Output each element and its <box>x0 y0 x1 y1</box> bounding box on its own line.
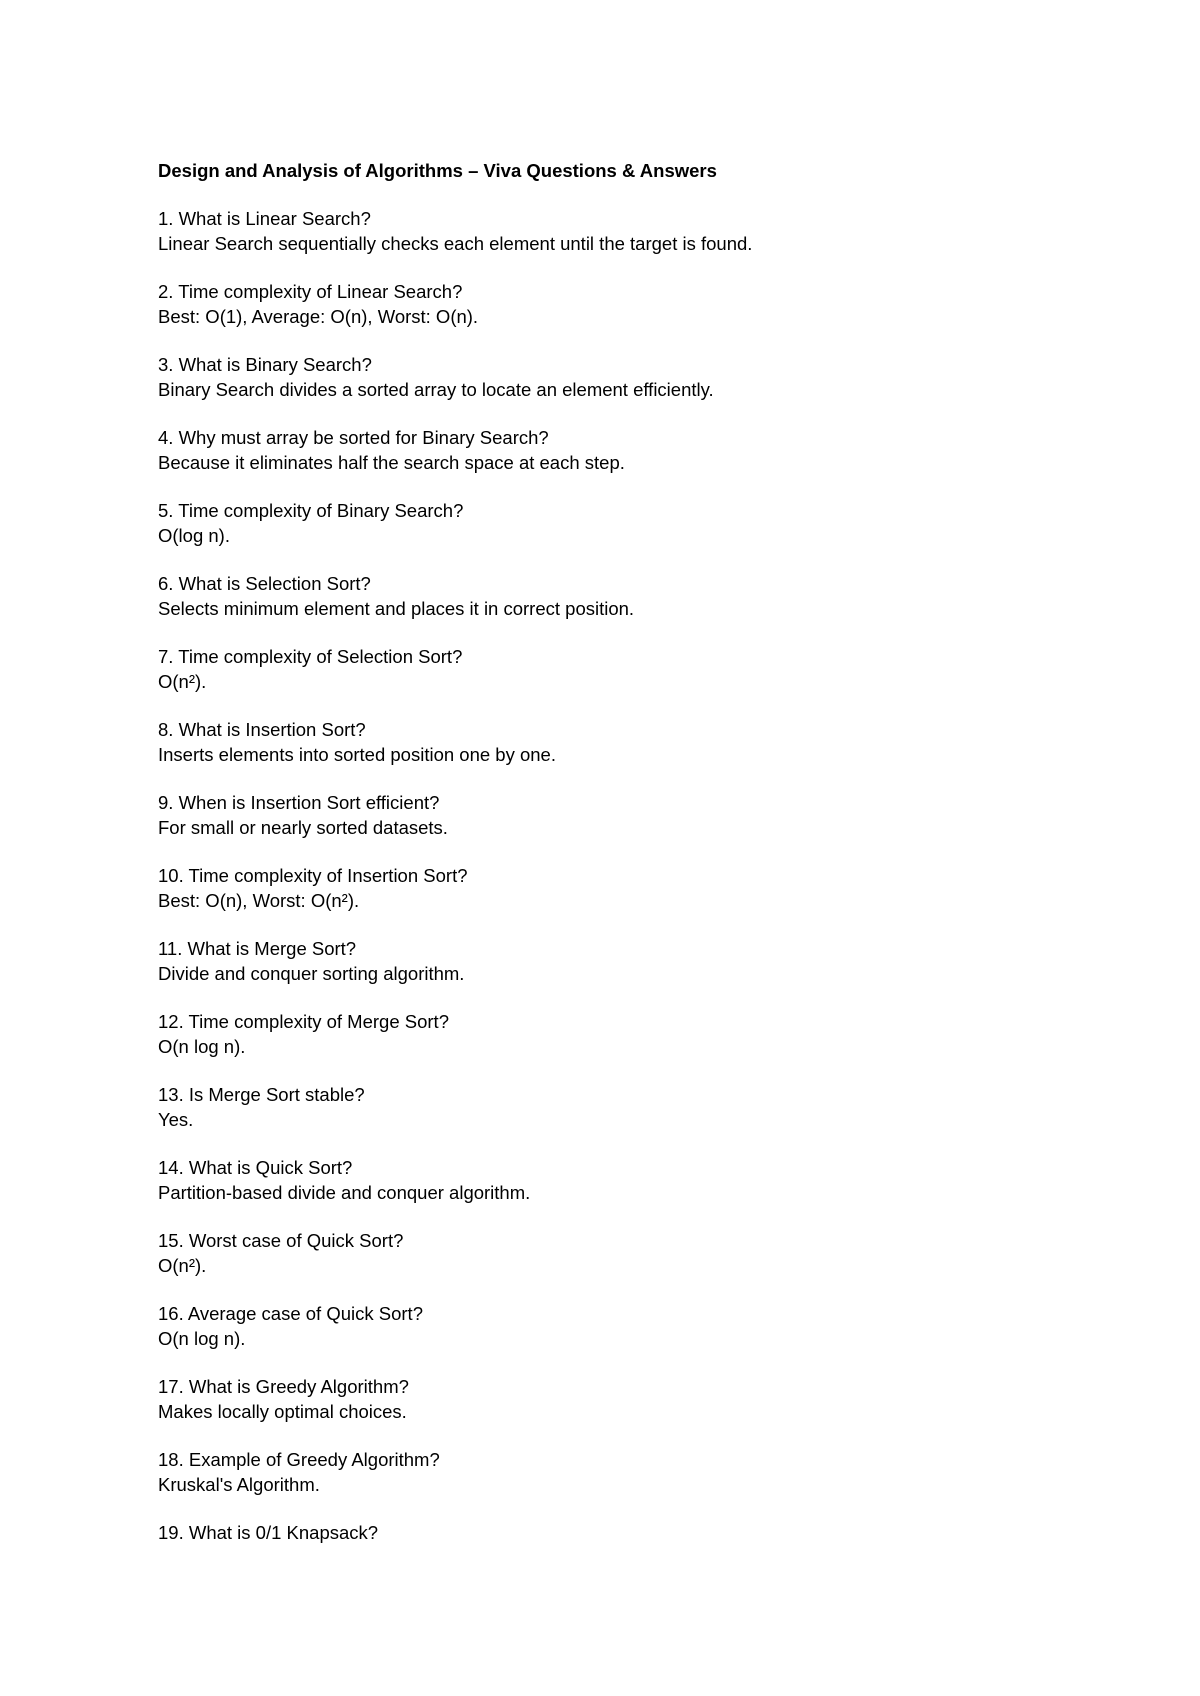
question-text: 9. When is Insertion Sort efficient? <box>158 792 440 813</box>
answer-text: O(n²). <box>158 671 207 692</box>
answer-text: Linear Search sequentially checks each element until the target is found. <box>158 233 753 254</box>
qa-item <box>158 1520 1058 1545</box>
answer-text: O(n²). <box>158 1255 207 1276</box>
qa-item <box>158 863 1058 913</box>
answer-text: O(n log n). <box>158 1036 246 1057</box>
document-title: Design and Analysis of Algorithms – Viva Questions & Answers <box>158 160 717 181</box>
qa-item <box>158 1374 1058 1424</box>
question-text: 10. Time complexity of Insertion Sort? <box>158 865 468 886</box>
qa-item <box>158 1447 1058 1497</box>
qa-item <box>158 936 1058 986</box>
answer-text: Best: O(n), Worst: O(n²). <box>158 890 360 911</box>
document-body <box>158 158 1058 1568</box>
answer-text: Makes locally optimal choices. <box>158 1401 407 1422</box>
question-text: 19. What is 0/1 Knapsack? <box>158 1522 379 1543</box>
qa-item <box>158 1155 1058 1205</box>
answer-text: Yes. <box>158 1109 194 1130</box>
question-text: 5. Time complexity of Binary Search? <box>158 500 464 521</box>
qa-item <box>158 1009 1058 1059</box>
qa-item <box>158 1228 1058 1278</box>
question-text: 13. Is Merge Sort stable? <box>158 1084 365 1105</box>
answer-text: Binary Search divides a sorted array to locate an element efficiently. <box>158 379 714 400</box>
qa-item <box>158 1082 1058 1132</box>
question-text: 15. Worst case of Quick Sort? <box>158 1230 404 1251</box>
answer-text: Best: O(1), Average: O(n), Worst: O(n). <box>158 306 479 327</box>
qa-item <box>158 1301 1058 1351</box>
qa-item <box>158 425 1058 475</box>
answer-text: Kruskal's Algorithm. <box>158 1474 320 1495</box>
answer-text: Inserts elements into sorted position one by one. <box>158 744 556 765</box>
qa-item <box>158 498 1058 548</box>
question-text: 18. Example of Greedy Algorithm? <box>158 1449 440 1470</box>
answer-text: Because it eliminates half the search space at each step. <box>158 452 625 473</box>
question-text: 1. What is Linear Search? <box>158 208 371 229</box>
answer-text: O(n log n). <box>158 1328 246 1349</box>
question-text: 17. What is Greedy Algorithm? <box>158 1376 409 1397</box>
question-text: 2. Time complexity of Linear Search? <box>158 281 463 302</box>
question-text: 4. Why must array be sorted for Binary Search? <box>158 427 549 448</box>
question-text: 16. Average case of Quick Sort? <box>158 1303 423 1324</box>
question-text: 11. What is Merge Sort? <box>158 938 357 959</box>
answer-text: Selects minimum element and places it in correct position. <box>158 598 635 619</box>
answer-text: Divide and conquer sorting algorithm. <box>158 963 465 984</box>
qa-item <box>158 571 1058 621</box>
qa-item <box>158 352 1058 402</box>
answer-text: For small or nearly sorted datasets. <box>158 817 448 838</box>
question-text: 12. Time complexity of Merge Sort? <box>158 1011 449 1032</box>
question-text: 6. What is Selection Sort? <box>158 573 371 594</box>
question-text: 7. Time complexity of Selection Sort? <box>158 646 463 667</box>
answer-text: O(log n). <box>158 525 230 546</box>
question-text: 14. What is Quick Sort? <box>158 1157 353 1178</box>
qa-item <box>158 717 1058 767</box>
qa-item <box>158 644 1058 694</box>
qa-item <box>158 279 1058 329</box>
qa-item <box>158 790 1058 840</box>
qa-item <box>158 206 1058 256</box>
answer-text: Partition-based divide and conquer algorithm. <box>158 1182 531 1203</box>
question-text: 8. What is Insertion Sort? <box>158 719 366 740</box>
question-text: 3. What is Binary Search? <box>158 354 372 375</box>
